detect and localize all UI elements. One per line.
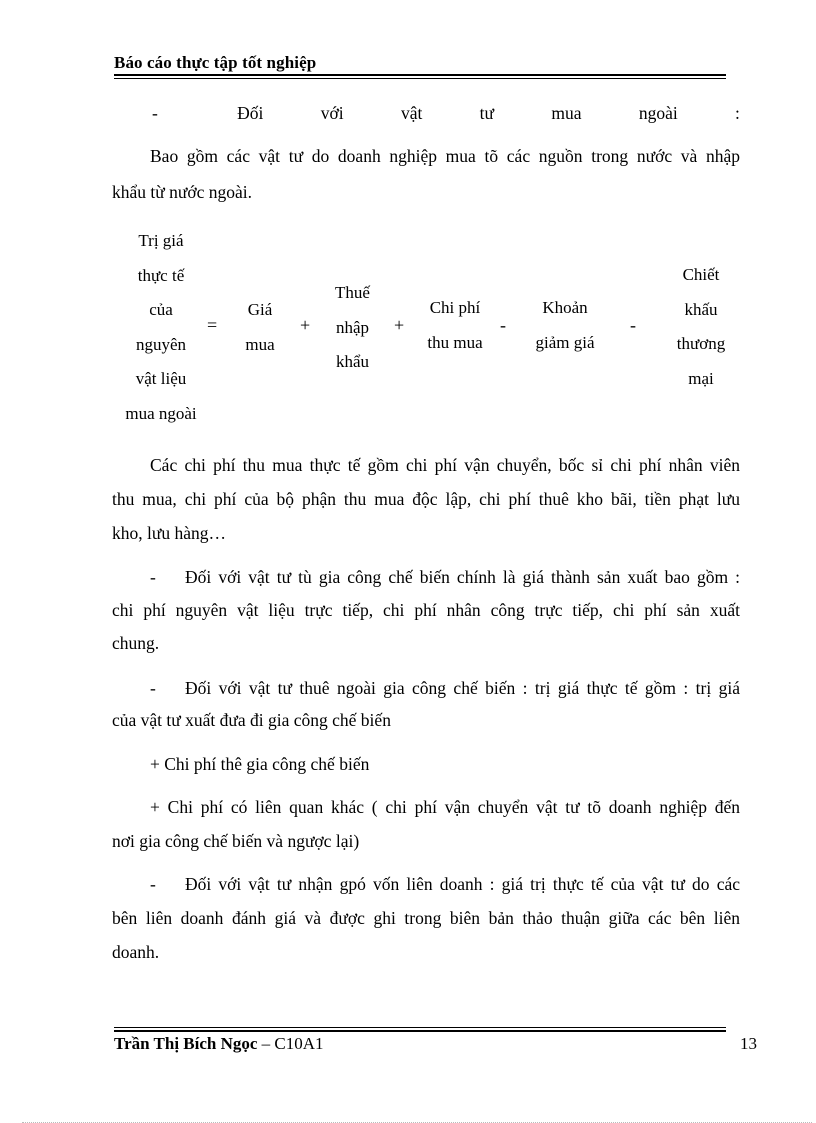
footer-rule: [114, 1027, 726, 1032]
formula: [100, 224, 750, 424]
paragraph-purchased-line2: khẩu từ nước ngoài.: [112, 182, 252, 202]
formula-minus-1: -: [500, 315, 506, 335]
formula-term-price: Giá mua: [245, 300, 275, 354]
footer-author: [114, 1034, 324, 1054]
footer-separator: –: [257, 1034, 275, 1053]
word: mua: [551, 103, 582, 123]
formula-lhs: Trị giá thực tế của nguyên vật liệu mua ngoài: [125, 231, 197, 423]
formula-term-trade-discount: Chiết khấu thương mại: [676, 265, 726, 388]
formula-term-tax: Thuế nhập khẩu: [335, 283, 370, 371]
formula-minus-2: -: [630, 315, 636, 335]
page-number: 13: [740, 1034, 757, 1053]
formula-term-cost: Chi phí thu mua: [427, 298, 483, 352]
formula-plus-1: +: [300, 315, 311, 335]
word: tư: [479, 103, 495, 123]
header-title: Báo cáo thực tập tốt nghiệp: [114, 53, 317, 72]
header-rule: [114, 74, 726, 79]
word: vật: [400, 103, 423, 123]
formula-equals: =: [207, 315, 218, 335]
paragraph-purchased-line1: Bao gồm các vật tư do doanh nghiệp mua tõ các nguồn trong nước và nhập: [150, 146, 740, 166]
word: Đối: [237, 103, 264, 123]
bullet: -: [152, 103, 158, 123]
word: ngoài: [638, 103, 678, 123]
word: với: [320, 103, 344, 123]
formula-plus-2: +: [394, 315, 405, 335]
word: :: [735, 103, 740, 123]
bullet-line-purchased: [112, 103, 740, 123]
author-class: C10A1: [274, 1034, 324, 1053]
formula-term-discount: Khoản giảm giá: [535, 298, 595, 352]
author-name: Trần Thị Bích Ngọc: [114, 1034, 258, 1053]
